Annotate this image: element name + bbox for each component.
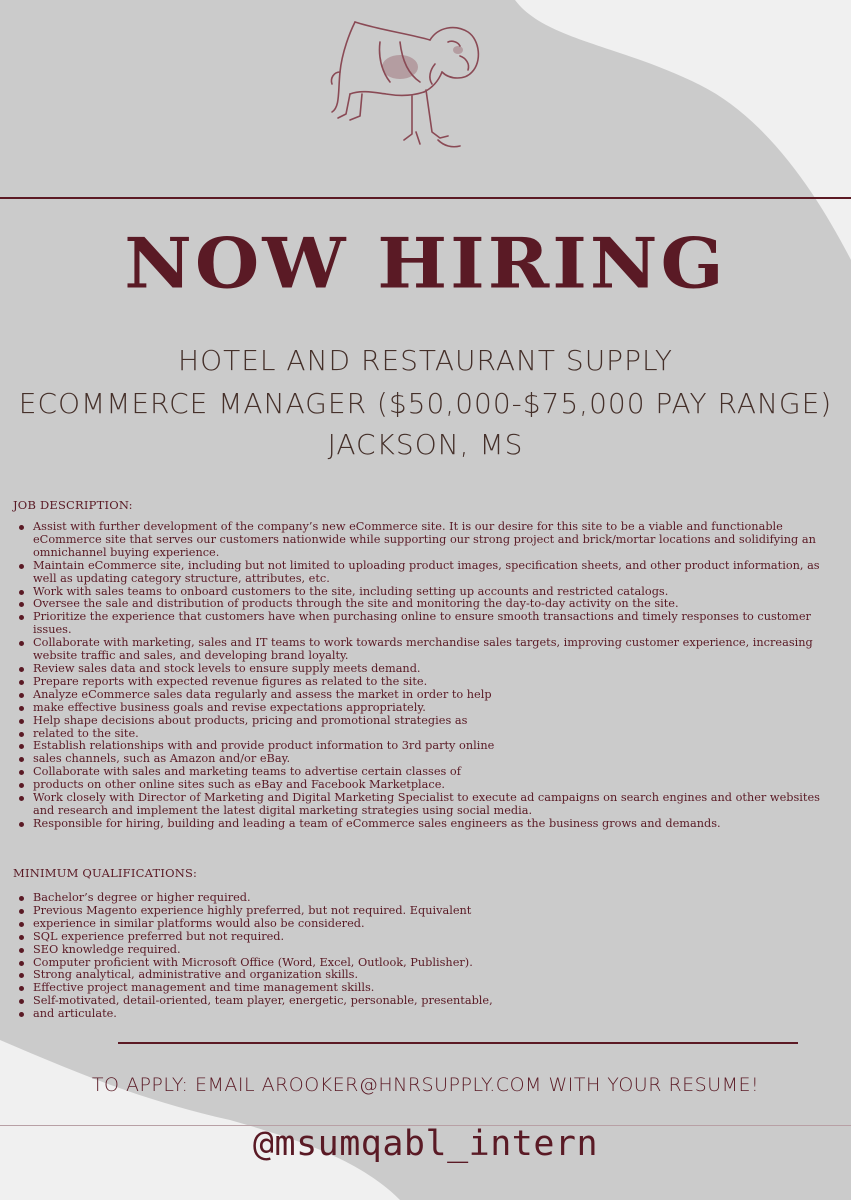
job-description-item — [0, 637, 820, 663]
bullet-icon — [19, 615, 24, 620]
bullet-icon — [19, 961, 24, 966]
job-description-item-text: Prepare reports with expected revenue figures as related to the site. — [33, 674, 428, 688]
bullet-icon — [19, 796, 24, 801]
bullet-icon — [19, 680, 24, 685]
job-description-item-text: Responsible for hiring, building and leading a team of eCommerce sales engineers as the business grows and demands. — [33, 816, 721, 830]
bullet-icon — [19, 935, 24, 940]
bullet-icon — [19, 822, 24, 827]
job-description-item-text: Collaborate with sales and marketing teams to advertise certain classes of — [33, 765, 461, 779]
job-description-item — [0, 818, 820, 831]
job-description-item-text: Assist with further development of the company’s new eCommerce site. It is our desire for this site to be a viable and functionable eCommerce site that serves our customers nationwide while supporting our strong project and brick/mortar locations and solidifying an omnichannel buying experience. — [33, 520, 816, 559]
qualification-item-text: Effective project management and time management skills. — [33, 981, 375, 995]
job-description-item-text: related to the site. — [33, 726, 139, 740]
bullet-icon — [19, 693, 24, 698]
job-description-item-text: products on other online sites such as eBay and Facebook Marketplace. — [33, 778, 445, 792]
qualification-item-text: SQL experience preferred but not required. — [33, 929, 285, 943]
qualification-item-text: and articulate. — [33, 1007, 117, 1021]
page-title: NOW HIRING — [124, 224, 727, 304]
bullet-icon — [19, 922, 24, 927]
bullet-icon — [19, 909, 24, 914]
bullet-icon — [19, 986, 24, 991]
bullet-icon — [19, 744, 24, 749]
job-description-label: JOB DESCRIPTION: — [13, 498, 133, 512]
job-description-item-text: make effective business goals and revise expectations appropriately. — [33, 700, 426, 714]
job-description-item — [0, 521, 820, 560]
qualification-item-text: Bachelor’s degree or higher required. — [33, 891, 251, 904]
job-description-item-text: Establish relationships with and provide product information to 3rd party online — [33, 739, 495, 753]
job-description-item-text: Oversee the sale and distribution of products through the site and monitoring the day-to-day activity on the site. — [33, 597, 679, 611]
bullet-icon — [19, 948, 24, 953]
qualification-item — [0, 1008, 820, 1021]
bullet-icon — [19, 590, 24, 595]
job-description-item — [0, 560, 820, 586]
position-title: ECOMMERCE MANAGER ($50,000-$75,000 PAY RANGE) — [18, 387, 833, 420]
qualification-item-text: Strong analytical, administrative and organization skills. — [33, 968, 359, 982]
bullet-icon — [19, 757, 24, 762]
bullet-icon — [19, 706, 24, 711]
job-description-item-text: Work with sales teams to onboard customers to the site, including setting up accounts and restricted catalogs. — [33, 584, 669, 598]
top-divider — [0, 197, 851, 199]
qualification-item-text: Previous Magento experience highly preferred, but not required. Equivalent — [33, 903, 472, 917]
bulldog-illustration-icon — [320, 12, 490, 157]
job-description-list — [0, 521, 820, 831]
qualification-item-text: SEO knowledge required. — [33, 942, 181, 956]
bullet-icon — [19, 770, 24, 775]
qualification-item-text: Computer proficient with Microsoft Office (Word, Excel, Outlook, Publisher). — [33, 955, 473, 969]
bullet-icon — [19, 973, 24, 978]
job-description-item — [0, 792, 820, 818]
bullet-icon — [19, 564, 24, 569]
bullet-icon — [19, 1012, 24, 1017]
bullet-icon — [19, 732, 24, 737]
qualification-item-text: Self-motivated, detail-oriented, team player, energetic, personable, presentable, — [33, 994, 493, 1008]
bullet-icon — [19, 896, 24, 901]
footer-divider — [118, 1042, 798, 1044]
qualifications-label: MINIMUM QUALIFICATIONS: — [13, 866, 198, 880]
job-description-item-text: Maintain eCommerce site, including but not limited to uploading product images, specification sheets, and other product information, as well as updating category structure, attributes, etc. — [33, 558, 820, 585]
bullet-icon — [19, 525, 24, 530]
job-description-item — [0, 611, 820, 637]
bullet-icon — [19, 999, 24, 1004]
bullet-icon — [19, 641, 24, 646]
job-description-item-text: Work closely with Director of Marketing and Digital Marketing Specialist to execute ad campaigns on search engines and other websites and research and implement the latest digital marketing strategies using social media. — [33, 791, 820, 817]
top-right-light-shape — [515, 0, 851, 260]
qualifications-list — [0, 892, 820, 1021]
job-description-item-text: Help shape decisions about products, pricing and promotional strategies as — [33, 713, 468, 727]
apply-instructions: TO APPLY: EMAIL AROOKER@HNRSUPPLY.COM WITH YOUR RESUME! — [91, 1074, 760, 1096]
bottom-left-light-shape — [0, 1040, 400, 1200]
job-description-item-text: sales channels, such as Amazon and/or eBay. — [33, 752, 291, 766]
company-name: HOTEL AND RESTAURANT SUPPLY — [178, 344, 673, 377]
bullet-icon — [19, 719, 24, 724]
job-description-item-text: Prioritize the experience that customers have when purchasing online to ensure smooth transactions and timely responses to customer issues. — [33, 610, 811, 637]
social-handle: @msumqabl_intern — [252, 1124, 599, 1164]
job-description-item-text: Review sales data and stock levels to ensure supply meets demand. — [33, 661, 421, 675]
bullet-icon — [19, 783, 24, 788]
qualification-item — [0, 995, 820, 1008]
bullet-icon — [19, 602, 24, 607]
qualification-item-text: experience in similar platforms would also be considered. — [33, 916, 365, 930]
bullet-icon — [19, 667, 24, 672]
job-description-item-text: Analyze eCommerce sales data regularly and assess the market in order to help — [33, 687, 492, 701]
job-description-item-text: Collaborate with marketing, sales and IT teams to work towards merchandise sales targets, improving customer experience, increasing website traffic and sales, and developing brand loyalty. — [33, 636, 813, 663]
location: JACKSON, MS — [327, 428, 524, 461]
